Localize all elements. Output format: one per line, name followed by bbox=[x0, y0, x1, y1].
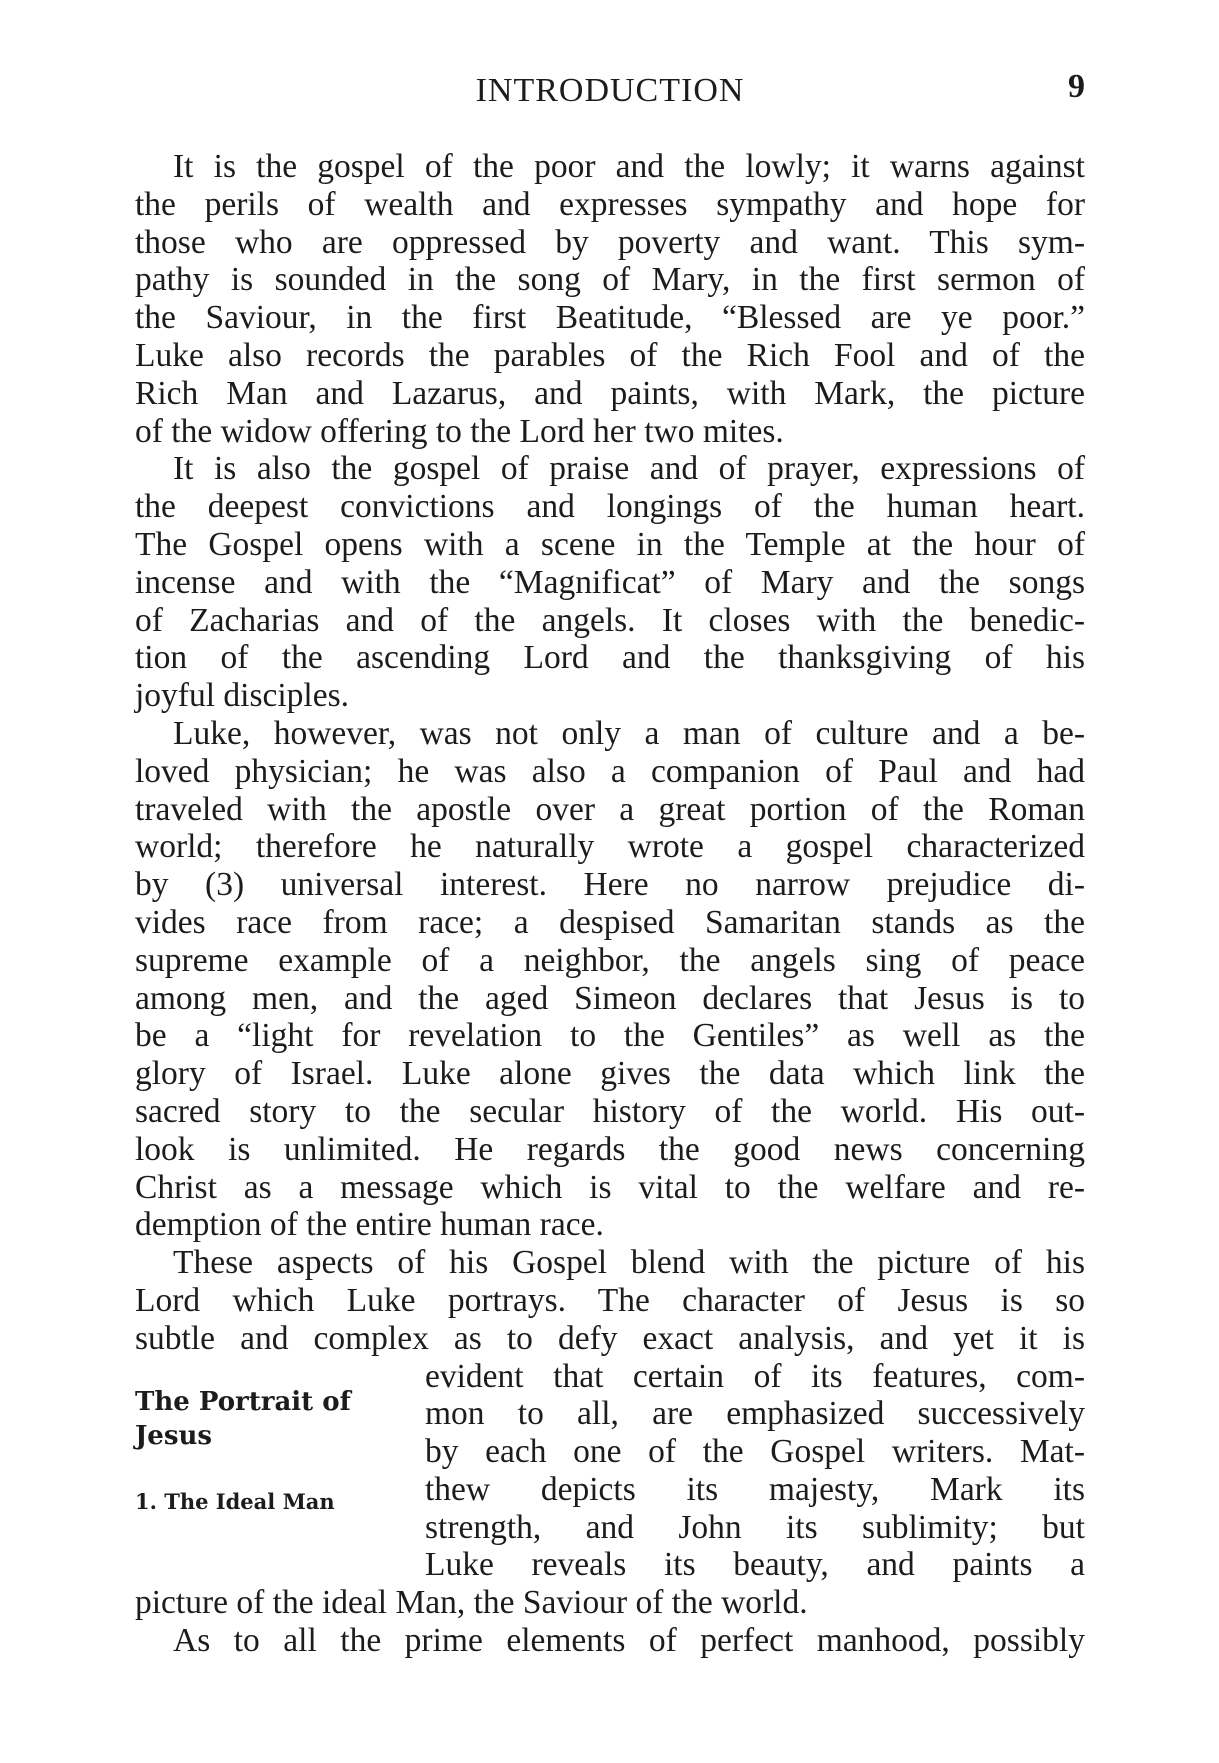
text-line: by (3) universal interest. Here no narrow prejudice di- bbox=[135, 866, 1085, 904]
text-line: subtle and complex as to defy exact analysis, and yet it is bbox=[135, 1319, 1085, 1357]
text-line: Luke also records the parables of the Rich Fool and of the bbox=[135, 336, 1085, 374]
text-line: demption of the entire human race. bbox=[135, 1206, 604, 1244]
text-line: of the widow offering to the Lord her two mites. bbox=[135, 412, 784, 450]
text-line: Christ as a message which is vital to the welfare and re- bbox=[135, 1168, 1085, 1206]
text-line: pathy is sounded in the song of Mary, in the first sermon of bbox=[135, 261, 1085, 299]
text-line: among men, and the aged Simeon declares that Jesus is to bbox=[135, 979, 1085, 1017]
running-head bbox=[135, 64, 1085, 112]
text-line: joyful disciples. bbox=[135, 677, 350, 715]
text-line: It is also the gospel of praise and of prayer, expressions of bbox=[173, 450, 1085, 488]
sidenote-subheading: 1. The Ideal Man bbox=[135, 1489, 335, 1514]
text-line: glory of Israel. Luke alone gives the data which link the bbox=[135, 1055, 1085, 1093]
text-line: world; therefore he naturally wrote a gospel characterized bbox=[135, 828, 1085, 866]
text-line: those who are oppressed by poverty and want. This sym- bbox=[135, 223, 1085, 261]
text-line: the deepest convictions and longings of the human heart. bbox=[135, 488, 1085, 526]
text-line: incense and with the “Magnificat” of Mary and the songs bbox=[135, 563, 1085, 601]
sidenote-heading: The Portrait of Jesus bbox=[135, 1387, 351, 1451]
text-line: Luke, however, was not only a man of culture and a be- bbox=[173, 714, 1085, 752]
text-line: strength, and John its sublimity; but bbox=[425, 1508, 1085, 1546]
text-line: supreme example of a neighbor, the angels sing of peace bbox=[135, 941, 1085, 979]
text-line: tion of the ascending Lord and the thanksgiving of his bbox=[135, 639, 1085, 677]
text-line: traveled with the apostle over a great portion of the Roman bbox=[135, 790, 1085, 828]
text-line: thew depicts its majesty, Mark its bbox=[425, 1470, 1085, 1508]
text-line: mon to all, are emphasized successively bbox=[425, 1395, 1085, 1433]
text-line: As to all the prime elements of perfect manhood, possibly bbox=[173, 1622, 1085, 1660]
text-line: loved physician; he was also a companion of Paul and had bbox=[135, 752, 1085, 790]
text-line: The Gospel opens with a scene in the Temple at the hour of bbox=[135, 525, 1085, 563]
running-title: INTRODUCTION bbox=[475, 72, 745, 109]
text-line: evident that certain of its features, com- bbox=[425, 1357, 1085, 1395]
text-line: the perils of wealth and expresses sympathy and hope for bbox=[135, 185, 1085, 223]
text-line: look is unlimited. He regards the good news concerning bbox=[135, 1130, 1085, 1168]
text-line: Lord which Luke portrays. The character of Jesus is so bbox=[135, 1281, 1085, 1319]
text-line: These aspects of his Gospel blend with the picture of his bbox=[173, 1244, 1085, 1282]
text-line: sacred story to the secular history of the world. His out- bbox=[135, 1092, 1085, 1130]
text-line: vides race from race; a despised Samaritan stands as the bbox=[135, 903, 1085, 941]
text-line: of Zacharias and of the angels. It closes with the benedic- bbox=[135, 601, 1085, 639]
page-number: 9 bbox=[1068, 68, 1085, 105]
text-line: Luke reveals its beauty, and paints a bbox=[425, 1546, 1085, 1584]
margin-notes bbox=[135, 1385, 405, 1517]
text-line: Rich Man and Lazarus, and paints, with Mark, the picture bbox=[135, 374, 1085, 412]
text-line: the Saviour, in the first Beatitude, “Blessed are ye poor.” bbox=[135, 299, 1085, 337]
text-line: It is the gospel of the poor and the lowly; it warns against bbox=[173, 148, 1085, 185]
text-line: picture of the ideal Man, the Saviour of the world. bbox=[135, 1584, 808, 1622]
text-line: be a “light for revelation to the Gentiles” as well as the bbox=[135, 1017, 1085, 1055]
text-line: by each one of the Gospel writers. Mat- bbox=[425, 1433, 1085, 1471]
